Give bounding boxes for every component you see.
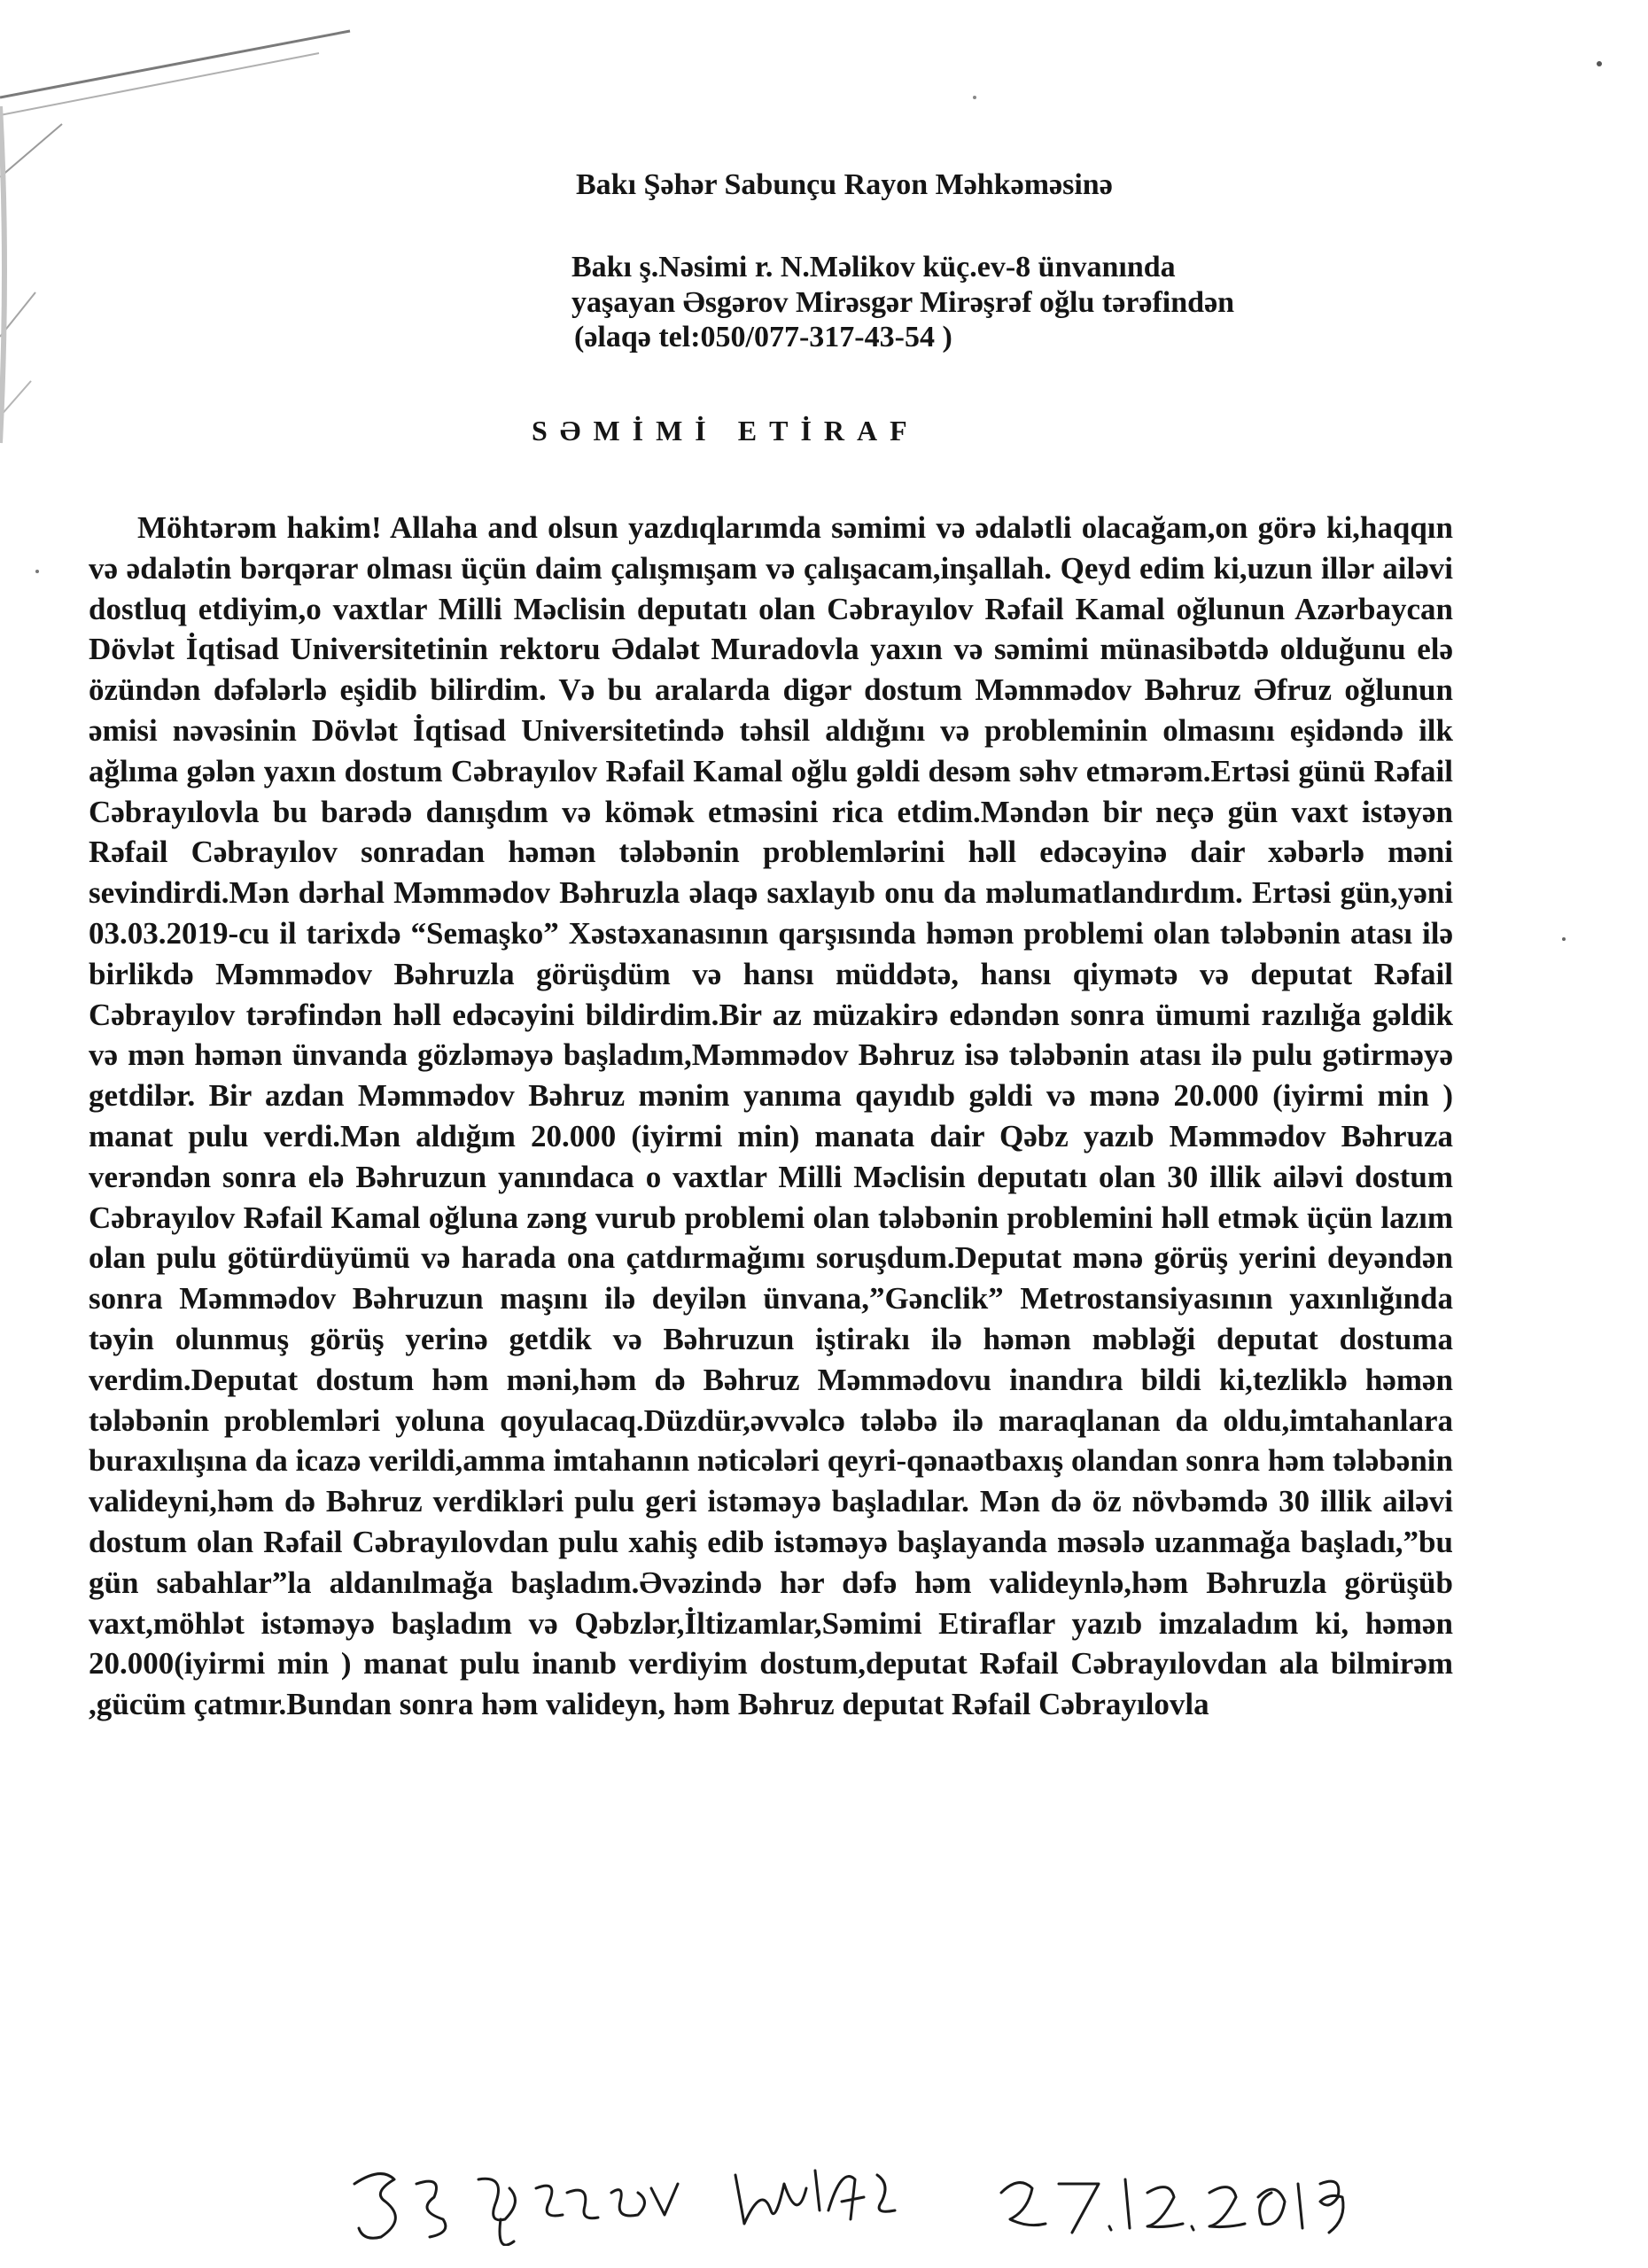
body-paragraph: Möhtərəm hakim! Allaha and olsun yazdıqlarımda səmimi və ədalətli olacağam,on görə ki,haqqın və ədalətin bərqərar olması üçün daim çalışmışam və çalışacam,inşallah. Qeyd edim ki,uzun illər ailəvi dostluq etdiyim,o vaxtlar Milli Məclisin deputatı olan Cəbrayılov Rəfail Kamal oğlunun Azərbaycan Dövlət İqtisad Universitetinin rektoru Ədalət Muradovla yaxın və səmimi münasibətdə olduğunu elə özündən dəfələrlə eşidib bilirdim. Və bu aralarda digər dostum Məmmədov Bəhruz Əfruz oğlunun əmisi nəvəsinin Dövlət İqtisad Universitetində təhsil aldığını və probleminin olmasını eşidəndə ilk ağlıma gələn yaxın dostum Cəbrayılov Rəfail Kamal oğlu gəldi desəm səhv etmərəm.Ertəsi günü Rəfail Cəbrayılovla bu barədə danışdım və kömək etməsini rica etdim.Məndən bir neçə gün vaxt istəyən Rəfail Cəbrayılov sonradan həmən tələbənin problemlərini həll edəcəyinə dair xəbərlə məni sevindirdi.Mən dərhal Məmmədov Bəhruzla əlaqə saxlayıb onu da məlumatlandırdım. Ertəsi gün,yəni 03.03.2019-cu il tarixdə “Semaşko” Xəstəxanasının qarşısında həmən problemi olan tələbənin atası ilə birlikdə Məmmədov Bəhruzla görüşdüm və hansı müddətə, hansı qiymətə və deputat Rəfail Cəbrayılov tərəfindən həll edəcəyini bildirdim.Bir az müzakirə edəndən sonra ümumi razılığa gəldik və mən həmən ünvanda gözləməyə başladım,Məmmədov Bəhruz isə tələbənin atası ilə pulu gətirməyə getdilər. Bir azdan Məmmədov Bəhruz mənim yanıma qayıdıb gəldi və mənə 20.000 (iyirmi min ) manat pulu verdi.Mən aldığım 20.000 (iyirmi min) manata dair Qəbz yazıb Məmmədov Bəhruza verəndən sonra elə Bəhruzun yanındaca o vaxtlar Milli Məclisin deputatı olan 30 illik ailəvi dostum Cəbrayılov Rəfail Kamal oğluna zəng vurub problemi olan tələbənin problemini həll etmək üçün lazım olan pulu götürdüyümü və harada ona çatdırmağımı soruşdum.Deputat mənə görüş yerini deyəndən sonra Məmmədov Bəhruzun maşını ilə deyilən ünvana,”Gənclik” Metrostansiyasının yaxınlığında təyin olunmuş görüş yerinə getdik və Bəhruzun iştirakı ilə həmən məbləği deputat dostuma verdim.Deputat dostum həm məni,həm də Bəhruz Məmmədovu inandıra bildi ki,tezliklə həmən tələbənin problemləri yoluna qoyulacaq.Düzdür,əvvəlcə tələbə ilə maraqlanan da oldu,imtahanlara buraxılışına da icazə verildi,amma imtahanın nəticələri qeyri-qənaətbaxış olandan sonra həm tələbənin valideyni,həm də Bəhruz verdikləri pulu geri istəməyə başladılar. Mən də öz növbəmdə 30 illik ailəvi dostum olan Rəfail Cəbrayılovdan pulu xahiş edib istəməyə başlayanda məsələ uzanmağa başladı,”bu gün sabahlar”la aldanılmağa başladım.Əvəzində hər dəfə həm valideynlə,həm Bəhruzla görüşüb vaxt,möhlət istəməyə başladım və Qəbzlər,İltizamlar,Səmimi Etiraflar yazıb imzaladım ki, həmən 20.000(iyirmi min ) manat pulu inanıb verdiyim dostum,deputat Rəfail Cəbrayılovdan ala bilmirəm ,gücüm çatmır.Bundan sonra həm valideyn, həm Bəhruz deputat Rəfail Cəbrayılovla	[89, 510, 1453, 1722]
sender-address: Bakı ş.Nəsimi r. N.Məlikov küç.ev-8 ünvanında	[571, 251, 1176, 284]
document-body	[89, 508, 1453, 1725]
document-title: SƏMİMİ ETİRAF	[532, 415, 920, 447]
handwritten-signature	[346, 2148, 1409, 2246]
sender-phone: (əlaqə tel:050/077-317-43-54 )	[574, 321, 952, 353]
sender-name: yaşayan Əsgərov Mirəsgər Mirəşrəf oğlu tərəfindən	[571, 286, 1235, 319]
court-name: Bakı Şəhər Sabunçu Rayon Məhkəməsinə	[576, 168, 1113, 201]
